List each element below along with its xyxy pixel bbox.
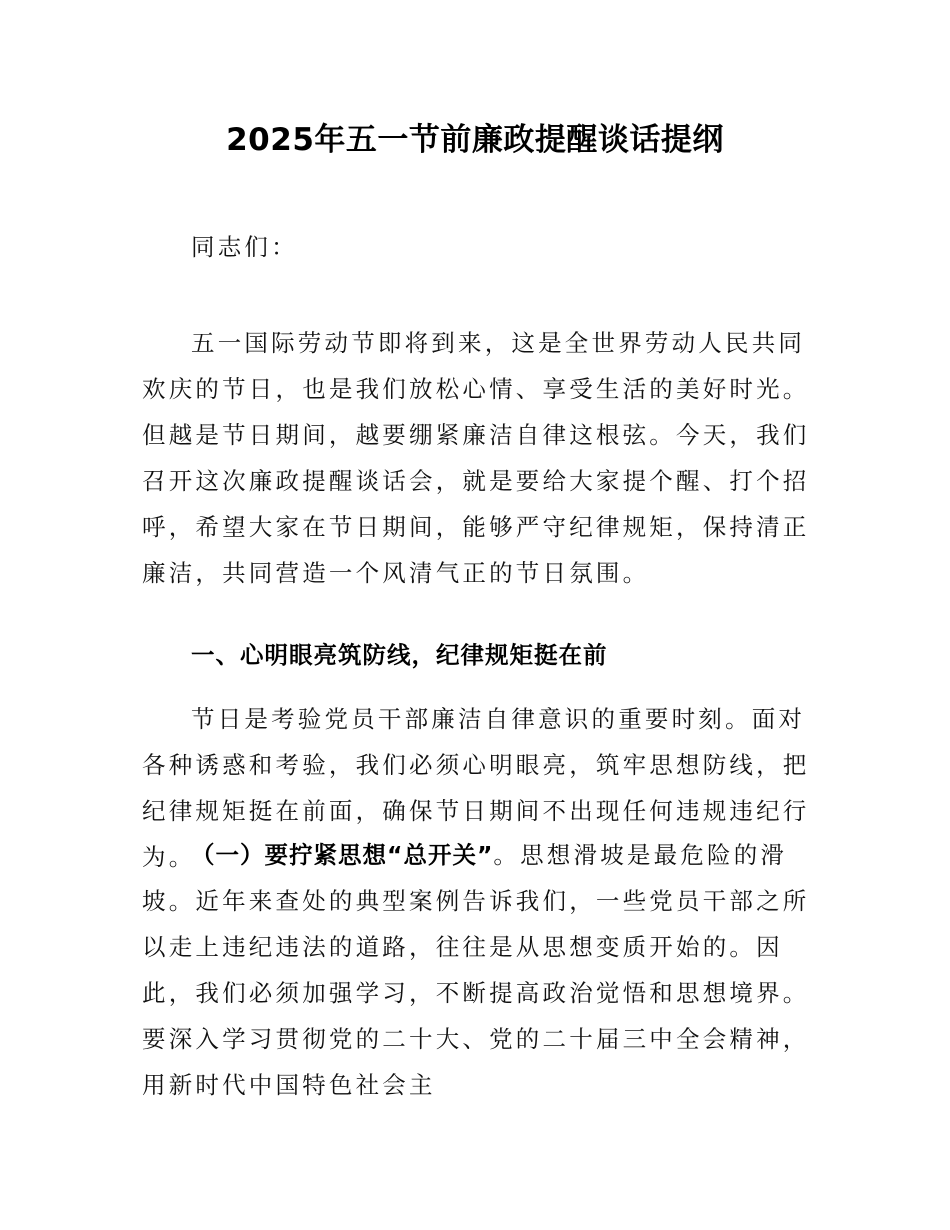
paragraph-section-1: 节日是考验党员干部廉洁自律意识的重要时刻。面对各种诱惑和考验，我们必须心明眼亮，筑牢思想防线，把纪律规矩挺在前面，确保节日期间不出现任何违规违纪行为。 [142,705,810,871]
paragraph-intro: 五一国际劳动节即将到来，这是全世界劳动人民共同欢庆的节日，也是我们放松心情、享受生活的美好时光。但越是节日期间，越要绷紧廉洁自律这根弦。今天，我们召开这次廉政提醒谈话会，就是要给大家提个醒、打个招呼，希望大家在节日期间，能够严守纪律规矩，保持清正廉洁，共同营造一个风清气正的节日氛围。 [142,329,810,587]
document-title: 2025年五一节前廉政提醒谈话提纲 [226,122,724,158]
salutation: 同志们： [191,233,298,261]
subsection-1-text: 。思想滑坡是最危险的滑坡。近年来查处的典型案例告诉我们，一些党员干部之所以走上违纪违法的道路，往往是从思想变质开始的。因此，我们必须加强学习，不断提高政治觉悟和思想境界。要深入学习贯彻党的二十大、党的二十届三中全会精神，用新时代中国特色社会主 [142,841,810,1099]
paragraph-subsection-1 [142,832,830,1108]
section-heading-1: 一、心明眼亮筑防线，纪律规矩挺在前 [191,641,608,669]
subsection-heading-1: （一）要拧紧思想“总开关” [191,841,494,869]
